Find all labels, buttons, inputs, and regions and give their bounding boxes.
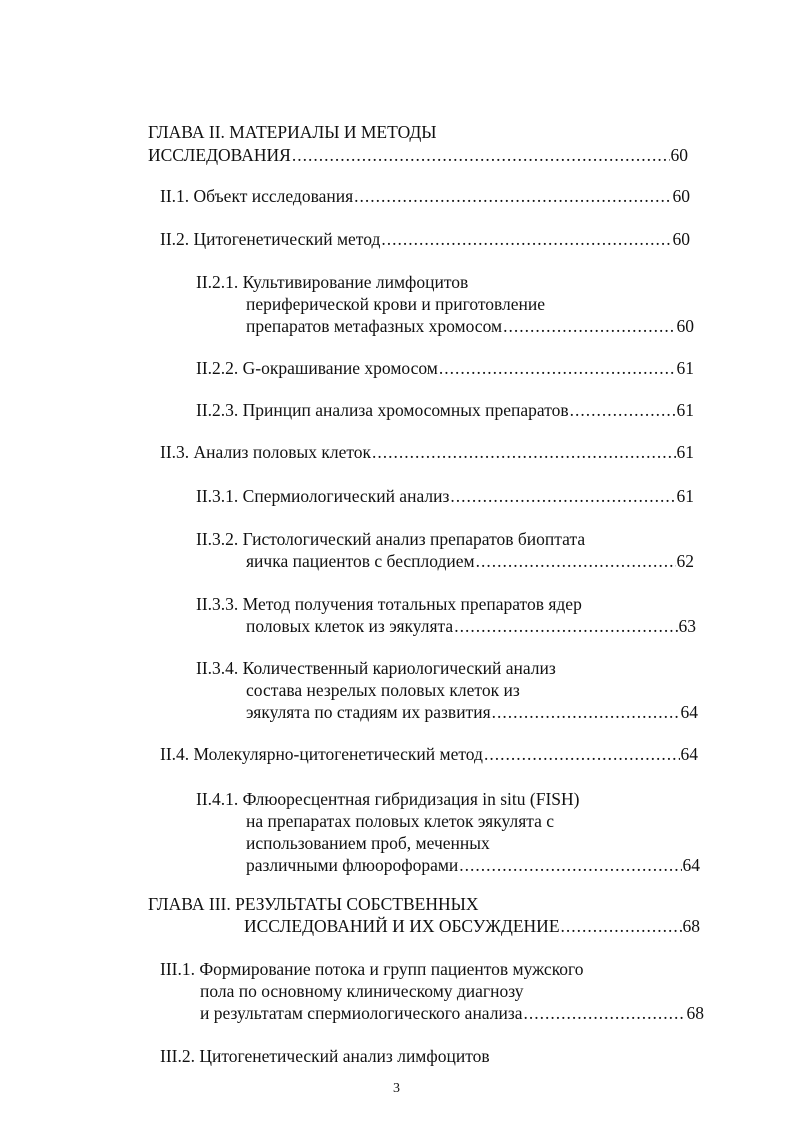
toc-entry-title-line2: состава незрелых половых клеток из: [246, 680, 520, 700]
toc-entry-title-line1: II.3.3. Метод получения тотальных препаратов ядер: [196, 594, 582, 614]
toc-leader-dots: [354, 185, 671, 207]
toc-leader-dots: [476, 550, 676, 572]
toc-entry-title-line3: препаратов метафазных хромосом: [246, 316, 503, 336]
toc-entry-2-3-1: [196, 485, 694, 507]
toc-entry-2-4-1: [196, 788, 700, 876]
toc-entry-title: II.2. Цитогенетический метод: [160, 229, 381, 249]
toc-entry-title: II.2.2. G-окрашивание хромосом: [196, 358, 438, 378]
toc-entry-title-line2: периферической крови и приготовление: [246, 294, 546, 314]
toc-entry-2-2-1: [196, 271, 694, 337]
toc-entry-3-1: [160, 958, 704, 1024]
toc-leader-dots: [570, 399, 676, 421]
toc-entry-title: III.2. Цитогенетический анализ лимфоцитов: [160, 1046, 490, 1066]
toc-page-ref: 62: [676, 551, 694, 571]
toc-entry-title-line1: II.4.1. Флюоресцентная гибридизация in situ (FISH): [196, 789, 580, 809]
toc-entry-title-line3: использованием проб, меченных: [246, 833, 490, 853]
toc-entry-3-2: [160, 1045, 704, 1067]
toc-page-ref: 64: [680, 702, 698, 722]
toc-leader-dots: [524, 1002, 686, 1024]
toc-entry-title-line2: яичка пациентов с бесплодием: [246, 551, 475, 571]
toc-chapter-2-title-line2: ИССЛЕДОВАНИЯ: [148, 145, 291, 165]
toc-leader-dots: [492, 701, 680, 723]
toc-entry-title-line1: II.3.4. Количественный кариологический анализ: [196, 658, 556, 678]
toc-entry-2-2-3: [196, 399, 694, 421]
toc-page-ref: 68: [686, 1003, 704, 1023]
toc-entry-title-line3: и результатам спермиологического анализа: [200, 1003, 523, 1023]
toc-chapter-3: [148, 893, 700, 937]
toc-entry-title: II.1. Объект исследования: [160, 186, 354, 206]
toc-entry-title: II.2.3. Принцип анализа хромосомных препаратов: [196, 400, 569, 420]
toc-entry-title: II.3. Анализ половых клеток: [160, 442, 372, 462]
toc-entry-title: II.4. Молекулярно-цитогенетический метод: [160, 744, 483, 764]
toc-leader-dots: [450, 485, 675, 507]
toc-page-ref: 61: [676, 400, 694, 420]
toc-leader-dots: [454, 615, 677, 637]
toc-chapter-3-title-line2: ИССЛЕДОВАНИЙ И ИХ ОБСУЖДЕНИЕ: [244, 916, 560, 936]
toc-leader-dots: [439, 357, 676, 379]
toc-entry-2-3-3: [196, 593, 696, 637]
toc-leader-dots: [372, 441, 675, 463]
toc-leader-dots: [381, 228, 671, 250]
page-number: 3: [393, 1081, 400, 1096]
toc-entry-2-3-2: [196, 528, 694, 572]
toc-page-ref: 61: [676, 442, 694, 462]
toc-entry-title-line1: II.2.1. Культивирование лимфоцитов: [196, 272, 469, 292]
toc-page-ref: 64: [682, 855, 700, 875]
toc-page-ref: 61: [676, 486, 694, 506]
toc-leader-dots: [484, 743, 680, 765]
toc-page-ref: 60: [672, 229, 690, 249]
toc-page-ref: 64: [680, 744, 698, 764]
toc-leader-dots: [561, 915, 682, 937]
toc-entry-title: II.3.1. Спермиологический анализ: [196, 486, 450, 506]
toc-leader-dots: [503, 315, 675, 337]
toc-chapter-2: [148, 121, 688, 166]
toc-chapter-3-title-line1: ГЛАВА III. РЕЗУЛЬТАТЫ СОБСТВЕННЫХ: [148, 894, 479, 914]
toc-entry-title-line4: различными флюорофорами: [246, 855, 459, 875]
toc-entry-title-line2: на препаратах половых клеток эякулята с: [246, 811, 555, 831]
toc-page-ref: 60: [672, 186, 690, 206]
toc-entry-2-3-4: [196, 657, 698, 723]
toc-page-ref: 60: [670, 145, 688, 165]
toc-page-ref: 68: [682, 916, 700, 936]
toc-entry-title-line1: II.3.2. Гистологический анализ препаратов биоптата: [196, 529, 586, 549]
toc-page-ref: 60: [676, 316, 694, 336]
toc-entry-title-line2: половых клеток из эякулята: [246, 616, 454, 636]
toc-entry-title-line1: III.1. Формирование потока и групп пациентов мужского: [160, 959, 584, 979]
toc-leader-dots: [292, 144, 670, 166]
toc-leader-dots: [459, 854, 681, 876]
toc-chapter-2-title-line1: ГЛАВА II. МАТЕРИАЛЫ И МЕТОДЫ: [148, 122, 437, 142]
toc-entry-title-line3: эякулята по стадиям их развития: [246, 702, 491, 722]
toc-page-ref: 61: [676, 358, 694, 378]
toc-entry-2-1: [160, 185, 690, 207]
toc-entry-2-3: [160, 441, 694, 463]
toc-entry-title-line2: пола по основному клиническому диагнозу: [200, 981, 524, 1001]
toc-entry-2-2-2: [196, 357, 694, 379]
toc-entry-2-2: [160, 228, 690, 250]
toc-entry-2-4: [160, 743, 698, 765]
toc-page-ref: 63: [678, 616, 696, 636]
